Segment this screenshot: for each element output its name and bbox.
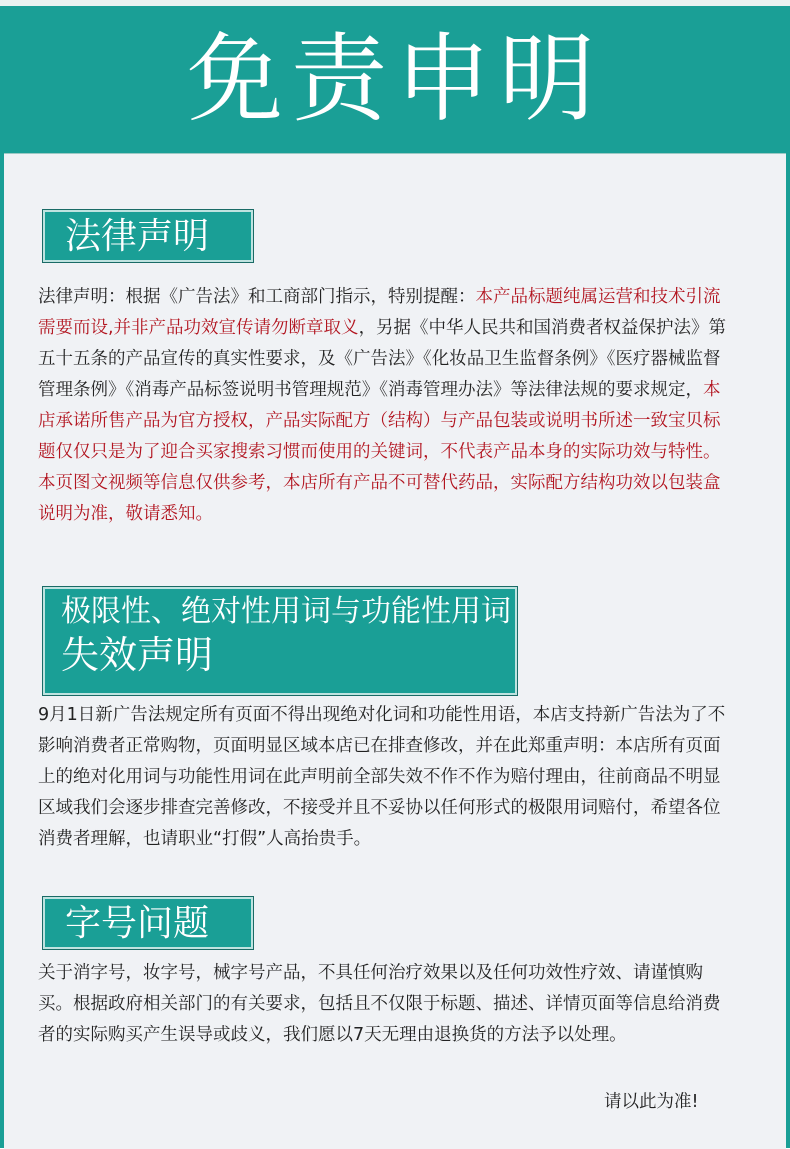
brand-paragraph: 关于消字号，妆字号，械字号产品，不具任何治疗效果以及任何功效性疗效、请谨慎购买。根据政府相关部门的有关要求，包括且不仅限于标题、描述、详情页面等信息给消费者的实际购买产生误导或歧义，我们愿以7天无理由退换货的方法予以处理。 <box>38 963 721 1045</box>
legal-text-c: ，另据《中华人民共和国消费者权益保护法》第五十五条的产品宣传的真实性要求，及《广告法》《化妆品卫生监督条例》《医疗器械监督管理条例》《消毒产品标签说明书管理规范》《消毒管理办法》等法律法规的要求规定， <box>38 318 727 400</box>
section-heading-absolute-line2: 失效声明 <box>61 633 214 677</box>
signature-note: 请以此为准! <box>604 1092 699 1112</box>
section-heading-legal: 法律声明 <box>42 209 254 263</box>
legal-text-d-highlight: 本店承诺所售产品为官方授权，产品实际配方（结构）与产品包装或说明书所述一致宝贝标题仅仅只是为了迎合买家搜索习惯而使用的关键词，不代表产品本身的实际功效与特性。本页图文视频等信息仅供参考，本店所有产品不可替代药品，实际配方结构功效以包装盒说明为准，敬请悉知。 <box>38 380 721 524</box>
section-heading-absolute <box>42 586 518 696</box>
legal-paragraph <box>38 282 734 530</box>
content-panel <box>4 153 786 1149</box>
section-heading-brand: 字号问题 <box>42 896 254 950</box>
legal-text-a: 法律声明：根据《广告法》和工商部门指示，特别提醒： <box>38 287 476 307</box>
legal-text-b-highlight: 本产品标题纯属运营和技术引流需要而设,并非产品功效宣传请勿断章取义 <box>38 287 721 338</box>
top-strip <box>0 0 790 6</box>
absolute-paragraph: 9月1日新广告法规定所有页面不得出现绝对化词和功能性用语，本店支持新广告法为了不影响消费者正常购物，页面明显区域本店已在排查修改，并在此郑重声明：本店所有页面上的绝对化用词与功能性用词在此声明前全部失效不作不作为赔付理由，往前商品不明显区域我们会逐步排查完善修改，不接受并且不妥协以任何形式的极限用词赔付，希望各位消费者理解，也请职业“打假”人高抬贵手。 <box>38 705 726 849</box>
section-heading-absolute-line1: 极限性、绝对性用词与功能性用词 <box>61 594 511 629</box>
page-title: 免责申明 <box>187 23 603 135</box>
